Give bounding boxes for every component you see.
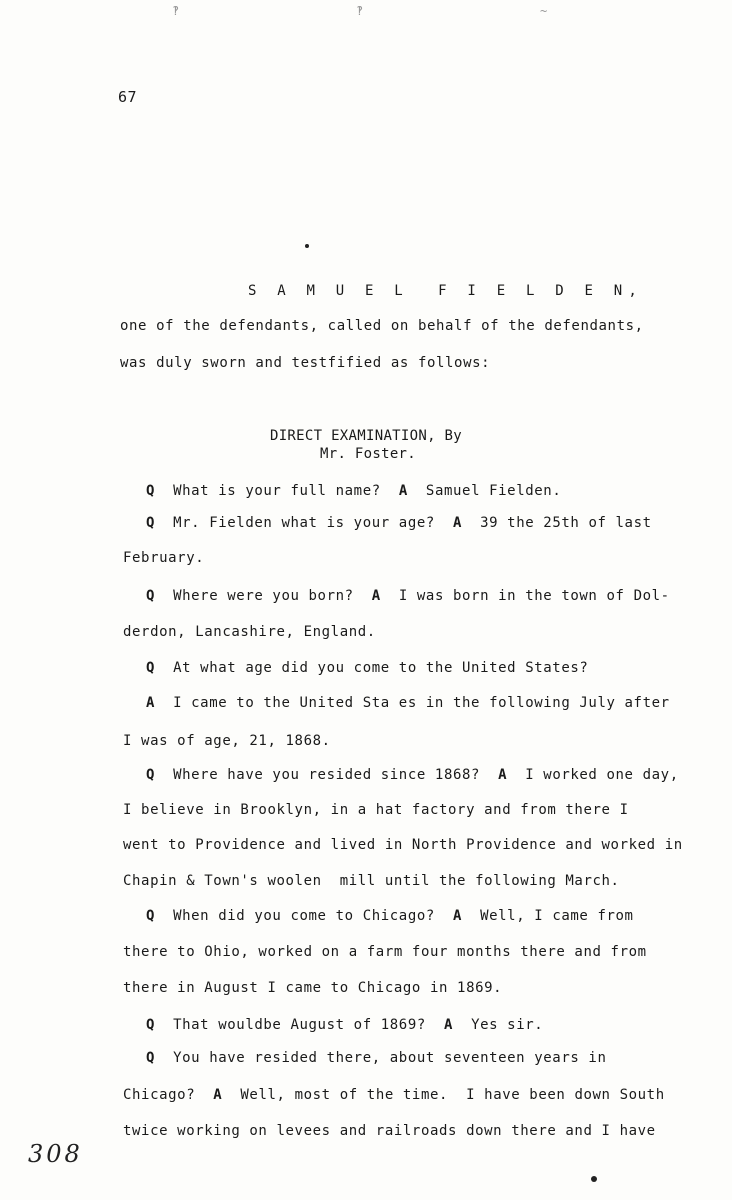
question-marker: Q: [146, 588, 156, 604]
question-marker: Q: [146, 1050, 156, 1066]
answer-marker: A: [371, 588, 381, 604]
testimony-line: [123, 873, 620, 889]
line-text: Chapin & Town's woolen mill until the following March.: [123, 873, 620, 889]
scan-artifact: ‽: [172, 4, 180, 18]
witness-name: S A M U E L F I E L D E N,: [248, 283, 643, 299]
testimony-line: [123, 1123, 656, 1139]
testimony-line: [123, 733, 331, 749]
line-text: derdon, Lancashire, England.: [123, 624, 376, 640]
section-examiner: Mr. Foster.: [319, 446, 417, 462]
question-marker: Q: [146, 660, 156, 676]
line-text: Chicago?: [123, 1087, 196, 1103]
intro-line: was duly sworn and testfified as follows:: [120, 355, 491, 371]
intro-line: one of the defendants, called on behalf of the defendants,: [120, 318, 644, 334]
answer-marker: A: [443, 1017, 453, 1033]
question-marker: Q: [146, 908, 156, 924]
line-text: What is your full name?: [173, 483, 381, 499]
answer-text: Samuel Fielden.: [425, 483, 562, 499]
answer-marker: A: [146, 695, 156, 711]
ink-speck: [305, 244, 309, 248]
testimony-line: [146, 908, 634, 924]
testimony-line: [146, 515, 652, 531]
line-text: I believe in Brooklyn, in a hat factory and from there I: [123, 802, 629, 818]
answer-text: I was born in the town of Dol-: [398, 588, 670, 604]
question-marker: Q: [146, 767, 156, 783]
testimony-line: [123, 944, 647, 960]
handwritten-page-number: 308: [28, 1140, 83, 1168]
scan-artifact: ‽: [356, 4, 364, 18]
section-title: DIRECT EXAMINATION, By: [269, 428, 463, 444]
question-marker: Q: [146, 483, 156, 499]
answer-text: Well, most of the time. I have been down South: [240, 1087, 665, 1103]
line-text: You have resided there, about seventeen years in: [173, 1050, 607, 1066]
testimony-line: [123, 1087, 665, 1103]
answer-text: Yes sir.: [471, 1017, 544, 1033]
testimony-line: [146, 660, 588, 676]
testimony-line: [146, 767, 679, 783]
line-text: At what age did you come to the United States?: [173, 660, 589, 676]
testimony-line: [146, 1050, 606, 1066]
testimony-line: [123, 550, 204, 566]
scan-artifact: ~: [540, 4, 548, 18]
testimony-line: [146, 588, 670, 604]
answer-marker: A: [453, 908, 463, 924]
line-text: That wouldbe August of 1869?: [173, 1017, 426, 1033]
answer-text: I came to the United Sta es in the following July after: [173, 695, 670, 711]
line-text: Where were you born?: [173, 588, 354, 604]
ink-speck: [591, 1176, 597, 1182]
line-text: Where have you resided since 1868?: [173, 767, 481, 783]
line-text: there to Ohio, worked on a farm four months there and from: [123, 944, 647, 960]
testimony-line: [146, 695, 670, 711]
testimony-line: [123, 624, 376, 640]
answer-marker: A: [498, 767, 508, 783]
answer-text: I worked one day,: [525, 767, 679, 783]
answer-text: Well, I came from: [480, 908, 634, 924]
testimony-line: [123, 980, 502, 996]
answer-text: 39 the 25th of last: [480, 515, 652, 531]
testimony-line: [123, 802, 629, 818]
answer-marker: A: [213, 1087, 223, 1103]
line-text: I was of age, 21, 1868.: [123, 733, 331, 749]
line-text: When did you come to Chicago?: [173, 908, 435, 924]
testimony-line: [123, 837, 683, 853]
answer-marker: A: [453, 515, 463, 531]
line-text: February.: [123, 550, 205, 566]
line-text: went to Providence and lived in North Providence and worked in: [123, 837, 683, 853]
line-text: Mr. Fielden what is your age?: [173, 515, 435, 531]
page-number: 67: [118, 88, 138, 106]
question-marker: Q: [146, 515, 156, 531]
testimony-line: [146, 483, 561, 499]
answer-marker: A: [398, 483, 408, 499]
question-marker: Q: [146, 1017, 156, 1033]
testimony-line: [146, 1017, 543, 1033]
line-text: twice working on levees and railroads down there and I have: [123, 1123, 656, 1139]
line-text: there in August I came to Chicago in 1869.: [123, 980, 503, 996]
